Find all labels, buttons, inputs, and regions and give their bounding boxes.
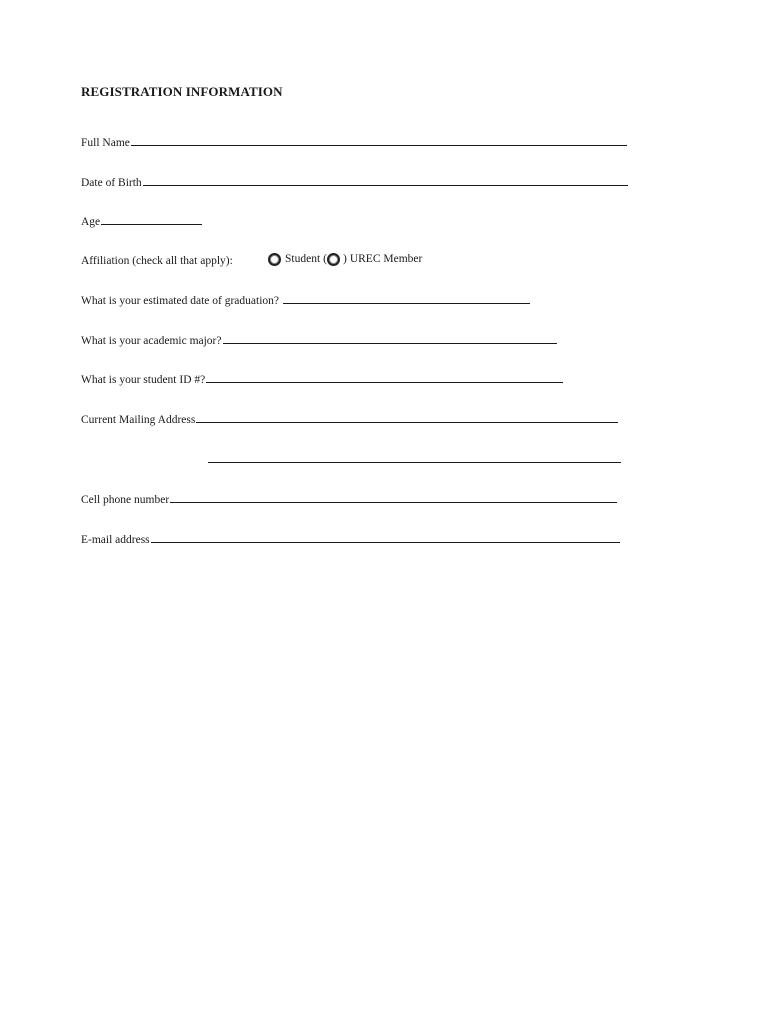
full-name-row [81,133,627,149]
mailing-address-line[interactable] [196,422,618,423]
full-name-label: Full Name [81,137,130,149]
graduation-row [81,291,530,307]
mailing-address-row [81,410,618,426]
email-label: E-mail address [81,534,150,546]
age-line[interactable] [101,224,202,225]
mailing-address-line-2[interactable] [208,462,621,463]
email-row [81,530,620,546]
cell-phone-label: Cell phone number [81,494,170,506]
student-checkbox[interactable] [268,253,281,266]
cell-phone-line[interactable] [170,502,617,503]
mailing-address-row-2 [207,450,621,466]
date-of-birth-line[interactable] [143,185,628,186]
date-of-birth-row [81,173,628,189]
graduation-line[interactable] [283,303,530,304]
student-id-row [81,370,563,386]
urec-member-checkbox[interactable] [327,253,340,266]
age-row [81,212,202,228]
affiliation-row [81,251,233,267]
date-of-birth-label: Date of Birth [81,177,142,189]
cell-phone-row [81,490,617,506]
age-label: Age [81,216,101,228]
urec-member-option-label: UREC Member [349,253,423,265]
affiliation-label: Affiliation (check all that apply): [81,255,233,267]
email-line[interactable] [151,542,620,543]
mailing-address-label: Current Mailing Address [81,414,196,426]
full-name-line[interactable] [131,145,627,146]
student-id-label: What is your student ID #? [81,374,206,386]
major-line[interactable] [223,343,557,344]
student-option-label: Student [285,253,321,265]
student-id-line[interactable] [206,382,563,383]
form-title: REGISTRATION INFORMATION [81,84,283,99]
close-paren: ) [342,253,347,265]
affiliation-options [268,251,422,267]
major-row [81,331,557,347]
graduation-label: What is your estimated date of graduation? [81,295,279,307]
major-label: What is your academic major? [81,335,222,347]
open-paren: ( [323,253,327,265]
